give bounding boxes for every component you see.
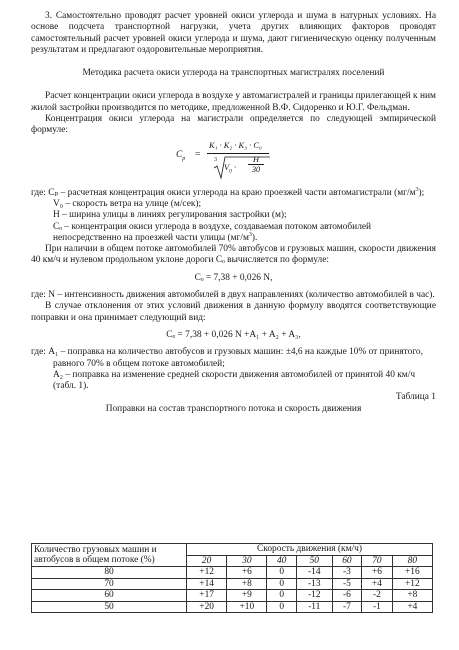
intro-paragraph: 3. Самостоятельно проводят расчет уровней окиси углерода и шума в натурных условиях. На основе подсчета транспортной нагрузки, учета других влияющих факторов проводят самостоятельный расчет уровней окиси углерода и шума, дают гигиеническую оценку полученным результатам и предлагают оздоровительные мероприятия. [31,11,436,55]
table-header-speed: Скорость движения (км/ч) [187,544,433,556]
paragraph-formula-intro: Концентрация окиси углерода на магистрали определяется по следующей эмпирической формуле: [31,114,436,136]
document-page [31,11,436,415]
value-cell: +16 [392,567,432,579]
formula-c0-corrected: Cₒ = 7,38 + 0,026 N +A₁ + A₂ + A₃, [166,329,301,340]
table-title: Поправки на состав транспортного потока и скорость движения [105,403,362,414]
root-index: 3 [214,156,217,163]
where-h: H – ширина улицы в линиях регулирования застройки (м); [53,210,287,221]
value-cell: +14 [187,578,227,590]
speed-cell: 60 [332,555,361,567]
value-cell: 0 [267,590,296,602]
formula-v0: $V_0$ · [224,162,237,175]
table-header-share: Количество грузовых машин и автобусов в общем потоке (%) [32,544,187,567]
formula-h-over-30: H 30 [247,155,265,174]
speed-cell: 50 [296,555,332,567]
value-cell: +4 [392,601,432,613]
paragraph-corrections: В случае отклонения от этих условий движения в данную формулу вводятся соответствующие поправки и она принимает следующий вид: [31,301,436,323]
section-title: Методика расчета окиси углерода на транспортных магистралях поселений [82,68,385,79]
table-label: Таблица 1 [395,392,436,403]
value-cell: 0 [267,601,296,613]
where-a1: где: A₁ – поправка на количество автобусов и грузовых машин: ±4,6 на каждые 10% от принятого, равного 70% в общем потоке автомобилей; [31,347,423,369]
where-n: где: N – интенсивность движения автомобилей в двух направлениях (количество автомобилей в час). [31,290,435,301]
paragraph-conditions: При наличии в общем потоке автомобилей 70% автобусов и грузовых машин, скорости движения 40 км/ч и нулевом продольном уклоне дороги Сₒ вычисляется по формуле: [31,244,436,266]
value-cell: +8 [227,578,267,590]
share-cell: 70 [32,578,187,590]
formula-c0: Cₒ = 7,38 + 0,026 N, [194,272,273,283]
speed-cell: 30 [227,555,267,567]
table-row [32,578,433,590]
value-cell: -11 [296,601,332,613]
where-a2: A₂ – поправка на изменение средней скорости движения автомобилей от принятой 40 км/ч (табл. 1). [53,369,416,392]
value-cell: +12 [392,578,432,590]
value-cell: +10 [227,601,267,613]
value-cell: +4 [362,578,393,590]
where-c0: Cₒ – концентрация окиси углерода в воздухе, создаваемая потоком автомобилей непосредственно на проезжей части улицы $(мг/м^3)$. [53,221,372,243]
table-row [32,567,433,579]
corrections-table [31,543,433,613]
table-header-row [32,544,433,556]
formula-cp [31,140,436,184]
value-cell: +17 [187,590,227,602]
share-cell: 50 [32,601,187,613]
share-cell: 60 [32,590,187,602]
value-cell: +12 [187,567,227,579]
value-cell: +20 [187,601,227,613]
where-v0: V₀ – скорость ветра на улице (м/сек); [53,198,202,209]
table-row [32,590,433,602]
value-cell: +6 [227,567,267,579]
value-cell: -2 [362,590,393,602]
value-cell: +6 [362,567,393,579]
value-cell: 0 [267,578,296,590]
value-cell: -14 [296,567,332,579]
value-cell: -1 [362,601,393,613]
paragraph-method: Расчет концентрации окиси углерода в воздухе у автомагистралей и границы прилегающей к ним жилой застройки производится по методике, предложенной В.Ф. Сидоренко и Ю.Г. Фельдман. [31,91,436,113]
value-cell: 0 [267,567,296,579]
value-cell: -5 [332,578,361,590]
speed-cell: 70 [362,555,393,567]
where-cp: где: Cₚ – расчетная концентрация окиси углерода на краю проезжей части автомагистрали $(мг/м^3)$; [31,186,425,198]
value-cell: -13 [296,578,332,590]
value-cell: -12 [296,590,332,602]
table-row [32,601,433,613]
speed-cell: 20 [187,555,227,567]
speed-cell: 40 [267,555,296,567]
value-cell: +9 [227,590,267,602]
share-cell: 80 [32,567,187,579]
value-cell: -3 [332,567,361,579]
speed-cell: 80 [392,555,432,567]
formula-numerator: K₁ · K₂ · K₃ · C₀ [209,140,262,150]
value-cell: +8 [392,590,432,602]
value-cell: -6 [332,590,361,602]
formula-equals: = [195,149,201,160]
value-cell: -7 [332,601,361,613]
formula-denominator [212,154,272,184]
formula-lhs: $C_p$ [176,149,186,162]
